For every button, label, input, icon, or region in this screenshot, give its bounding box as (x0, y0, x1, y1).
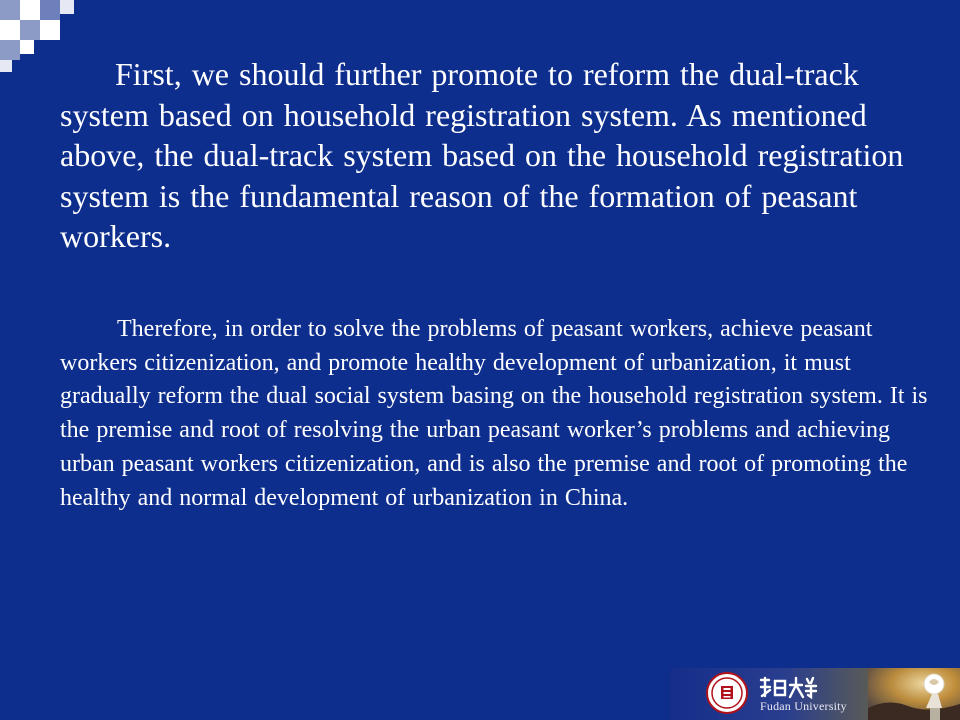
fudan-calligraphy-icon (758, 676, 818, 700)
paragraph-second: Therefore, in order to solve the problems of peasant workers, achieve peasant workers citizenization, and promote healthy development of urbanization, it must gradually reform the dual social system basing on the household registration system. It is the premise and root of resolving the urban peasant worker’s problems and achieving urban peasant workers citizenization, and is also the premise and root of promoting the healthy and normal development of urbanization in China. (60, 316, 928, 511)
university-name: Fudan University (760, 699, 847, 713)
paragraph-first: First, we should further promote to reform the dual-track system based on household registration system. As mentioned above, the dual-track system based on the household registration system is the fundamental reason of the formation of peasant workers. (60, 56, 904, 254)
footer-banner (670, 668, 960, 720)
fudan-seal-icon (706, 672, 748, 714)
torch-statue-icon (868, 668, 960, 720)
